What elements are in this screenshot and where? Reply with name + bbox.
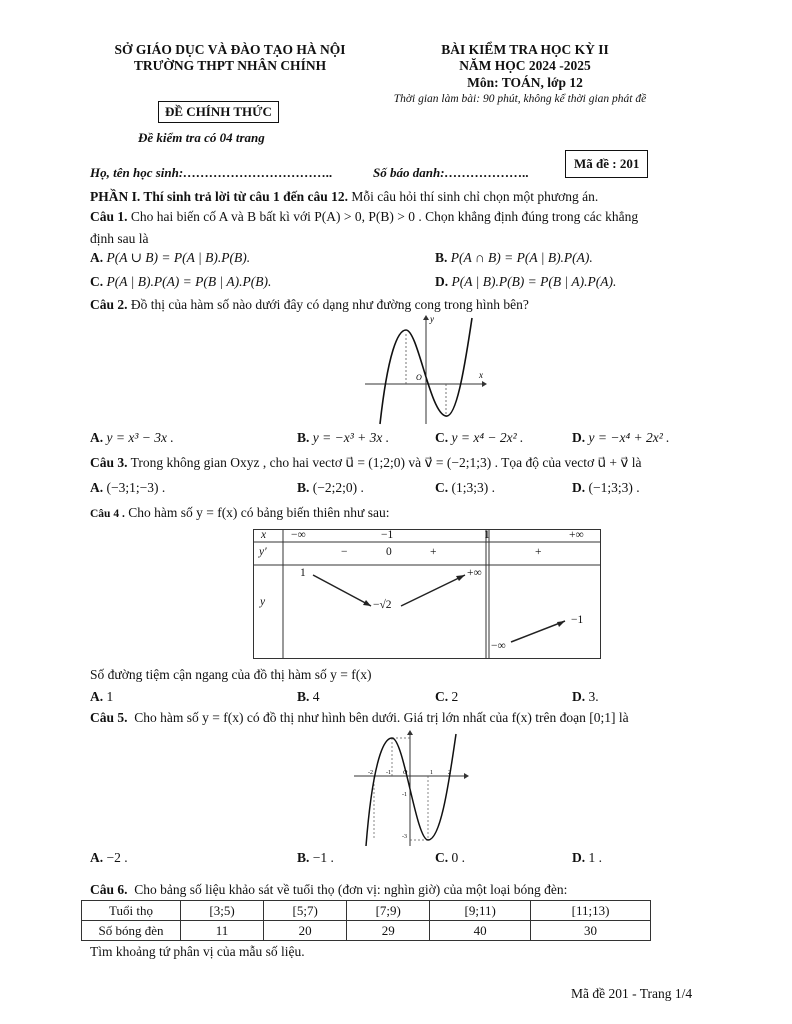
- department-name: SỞ GIÁO DỤC VÀ ĐÀO TẠO HÀ NỘI: [114, 42, 346, 57]
- row-header: Tuổi thọ: [82, 901, 181, 921]
- option-text: −2 .: [106, 850, 128, 865]
- question-2: [90, 297, 529, 313]
- tick-label: -3: [402, 834, 407, 840]
- question-6: [90, 882, 567, 898]
- q5-option-d[interactable]: [572, 850, 602, 866]
- y-axis-arrow: [407, 730, 413, 735]
- q4-option-b[interactable]: [297, 689, 320, 705]
- option-label: A.: [90, 430, 104, 445]
- option-label: D.: [572, 480, 586, 495]
- option-text: P(A | B).P(B) = P(B | A).P(A).: [451, 274, 617, 289]
- interval-cell: [3;5): [181, 901, 264, 921]
- option-label: C.: [435, 480, 449, 495]
- time-note: Thời gian làm bài: 90 phút, không kể thời gian phát đề: [393, 93, 647, 105]
- option-text: P(A ∩ B) = P(A | B).P(A).: [450, 250, 593, 265]
- x-value: 1: [484, 529, 490, 541]
- official-badge: ĐỀ CHÍNH THỨC: [158, 101, 279, 123]
- option-label: A.: [90, 689, 104, 704]
- option-label: B.: [297, 480, 310, 495]
- student-id-field: Số báo danh:………………..: [373, 165, 530, 180]
- option-text: (1;3;3) .: [451, 480, 495, 495]
- origin-label: O: [416, 373, 422, 382]
- student-name-field: Họ, tên học sinh:……………………………..: [90, 165, 333, 180]
- q4-text: Cho hàm số y = f(x) có bảng biến thiên như sau:: [128, 505, 390, 520]
- option-text: 2: [451, 689, 459, 704]
- decrease-arrow: [313, 575, 371, 606]
- q6-label: Câu 6.: [90, 882, 128, 897]
- sign-value: +: [430, 546, 437, 558]
- exam-code-box: Mã đề : 201: [565, 150, 648, 178]
- question-1: [90, 209, 638, 225]
- school-name: TRƯỜNG THPT NHÂN CHÍNH: [133, 58, 327, 73]
- q1-option-c[interactable]: [90, 274, 271, 290]
- x-value: +∞: [569, 529, 584, 541]
- x-label: x: [261, 529, 267, 541]
- y-value: −√2: [373, 599, 392, 611]
- variation-table-grid: [253, 529, 601, 659]
- question-4: [90, 505, 389, 521]
- q1-option-d[interactable]: [435, 274, 616, 290]
- school-year: NĂM HỌC 2024 -2025: [459, 58, 591, 73]
- q2-option-d[interactable]: [572, 430, 670, 446]
- q2-option-b[interactable]: [297, 430, 389, 446]
- table-row: [82, 901, 651, 921]
- option-label: B.: [297, 689, 310, 704]
- option-label: D.: [572, 850, 586, 865]
- part1-title: PHẦN I. Thí sinh trả lời từ câu 1 đến câu 12.: [90, 189, 348, 204]
- option-text: 1 .: [588, 850, 602, 865]
- option-text: 1: [106, 689, 114, 704]
- tick-label: -2: [368, 770, 373, 776]
- option-text: P(A | B).P(A) = P(B | A).P(B).: [106, 274, 272, 289]
- option-text: (−2;2;0) .: [312, 480, 364, 495]
- q1-option-a[interactable]: [90, 250, 250, 266]
- q1-text: Cho hai biến cố A và B bất kì với P(A) > 0, P(B) > 0 . Chọn khẳng định đúng trong các khẳng: [130, 209, 639, 224]
- q5-function-graph: [352, 730, 470, 848]
- part1-instructions: Mỗi câu hỏi thí sinh chỉ chọn một phương án.: [347, 189, 599, 204]
- count-cell: 20: [264, 921, 347, 941]
- option-label: B.: [297, 430, 310, 445]
- y-value: −1: [571, 614, 584, 626]
- option-text: 3.: [588, 689, 599, 704]
- yprime-label: y′: [259, 546, 267, 558]
- question-5: [90, 710, 629, 726]
- sign-value: +: [535, 546, 542, 558]
- interval-cell: [11;13): [531, 901, 651, 921]
- function-curve: [366, 734, 456, 846]
- x-axis-arrow: [482, 381, 487, 387]
- option-label: C.: [90, 274, 104, 289]
- option-text: P(A ∪ B) = P(A | B).P(B).: [106, 250, 251, 265]
- option-text: y = x³ − 3x .: [106, 430, 174, 445]
- option-label: D.: [572, 689, 586, 704]
- q6-question: Tìm khoảng tứ phân vị của mẫu số liệu.: [90, 944, 305, 959]
- option-label: D.: [572, 430, 586, 445]
- q4-option-c[interactable]: [435, 689, 458, 705]
- count-cell: 30: [531, 921, 651, 941]
- sign-value: −: [341, 546, 348, 558]
- increase-arrow: [401, 575, 465, 606]
- y-axis-arrow: [423, 315, 429, 320]
- q3-label: Câu 3.: [90, 455, 128, 470]
- count-cell: 40: [430, 921, 531, 941]
- q5-option-a[interactable]: [90, 850, 128, 866]
- option-text: 4: [312, 689, 320, 704]
- tick-label: 2: [448, 770, 451, 776]
- part1-heading: [90, 189, 598, 205]
- arrow-head: [363, 600, 371, 606]
- q5-label: Câu 5.: [90, 710, 128, 725]
- option-label: B.: [435, 250, 448, 265]
- q4-label: Câu 4 .: [90, 508, 125, 520]
- count-cell: 11: [181, 921, 264, 941]
- q3-text: Trong không gian Oxyz , cho hai vectơ u⃗ = (1;2;0) và v⃗ = (−2;1;3) . Tọa độ của vectơ u⃗ + v⃗ là: [130, 455, 642, 470]
- q2-option-a[interactable]: [90, 430, 174, 446]
- y-label: y: [260, 596, 266, 608]
- y-value: 1: [300, 567, 306, 579]
- tick-label: -1: [402, 792, 407, 798]
- frequency-table: [81, 900, 651, 941]
- x-value: −1: [381, 529, 394, 541]
- y-value: +∞: [467, 567, 482, 579]
- count-cell: 29: [347, 921, 430, 941]
- q2-text: Đồ thị của hàm số nào dưới đây có dạng như đường cong trong hình bên?: [130, 297, 529, 312]
- arrow-head: [557, 621, 565, 627]
- table-row: [82, 921, 651, 941]
- arrow-head: [456, 575, 465, 581]
- option-text: (−3;1;−3) .: [106, 480, 166, 495]
- page-footer: Mã đề 201 - Trang 1/4: [571, 986, 693, 1001]
- x-axis-label: x: [479, 370, 483, 380]
- option-text: y = x⁴ − 2x² .: [451, 430, 524, 445]
- q1-text-cont: định sau là: [90, 231, 149, 246]
- q4-option-a[interactable]: [90, 689, 113, 705]
- q1-label: Câu 1.: [90, 209, 128, 224]
- y-value: −∞: [491, 640, 506, 652]
- exam-title: BÀI KIỂM TRA HỌC KỲ II: [441, 42, 609, 57]
- increase-arrow: [511, 621, 565, 642]
- option-label: B.: [297, 850, 310, 865]
- option-label: C.: [435, 430, 449, 445]
- option-label: A.: [90, 850, 104, 865]
- interval-cell: [5;7): [264, 901, 347, 921]
- q3-option-a[interactable]: [90, 480, 165, 496]
- q5-option-c[interactable]: [435, 850, 465, 866]
- q2-cubic-graph: [360, 312, 490, 427]
- interval-cell: [7;9): [347, 901, 430, 921]
- variation-table: [253, 529, 601, 659]
- q1-option-b[interactable]: [435, 250, 593, 266]
- origin-label: O: [403, 770, 408, 776]
- q3-option-d[interactable]: [572, 480, 640, 496]
- option-label: C.: [435, 850, 449, 865]
- subject: Môn: TOÁN, lớp 12: [467, 75, 583, 90]
- q2-label: Câu 2.: [90, 297, 128, 312]
- q3-option-c[interactable]: [435, 480, 495, 496]
- sign-value: 0: [386, 546, 392, 558]
- q4-option-d[interactable]: [572, 689, 599, 705]
- option-text: y = −x³ + 3x .: [312, 430, 390, 445]
- option-text: 0 .: [451, 850, 465, 865]
- tick-label: -1: [386, 770, 391, 776]
- q4-question: Số đường tiệm cận ngang của đồ thị hàm số y = f(x): [90, 667, 372, 682]
- x-axis-arrow: [464, 773, 469, 779]
- q6-text: Cho bảng số liệu khảo sát về tuổi thọ (đơn vị: nghìn giờ) của một loại bóng đèn:: [134, 882, 568, 897]
- option-text: (−1;3;3) .: [588, 480, 640, 495]
- q3-option-b[interactable]: [297, 480, 364, 496]
- question-3: [90, 455, 642, 471]
- option-label: D.: [435, 274, 449, 289]
- tick-label: 1: [430, 770, 433, 776]
- pages-note: Đề kiểm tra có 04 trang: [138, 130, 265, 145]
- option-text: y = −x⁴ + 2x² .: [588, 430, 670, 445]
- option-text: −1 .: [312, 850, 334, 865]
- q5-text: Cho hàm số y = f(x) có đồ thị như hình bên dưới. Giá trị lớn nhất của f(x) trên đoạn [0;1] là: [134, 710, 629, 725]
- option-label: A.: [90, 250, 104, 265]
- row-header: Số bóng đèn: [82, 921, 181, 941]
- x-value: −∞: [291, 529, 306, 541]
- option-label: C.: [435, 689, 449, 704]
- interval-cell: [9;11): [430, 901, 531, 921]
- q5-option-b[interactable]: [297, 850, 334, 866]
- option-label: A.: [90, 480, 104, 495]
- q2-option-c[interactable]: [435, 430, 523, 446]
- y-axis-label: y: [430, 314, 434, 324]
